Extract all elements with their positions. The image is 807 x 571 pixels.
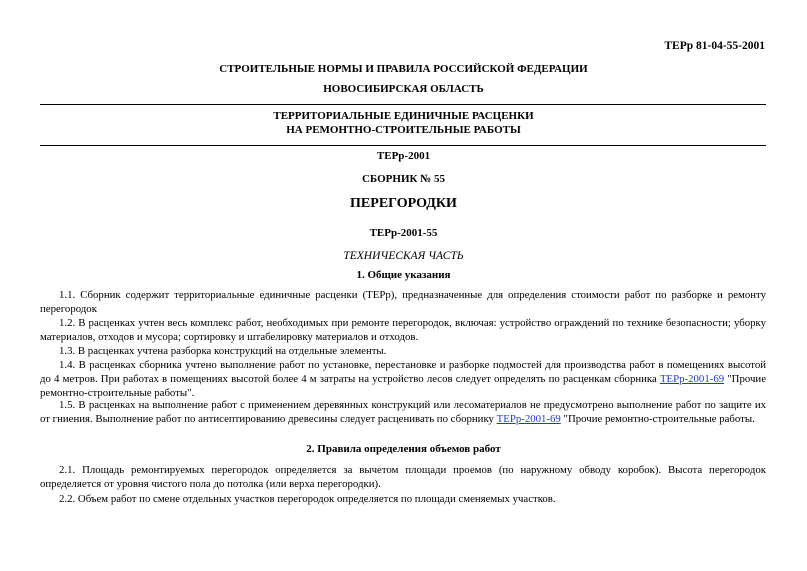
title-rates-line1: ТЕРРИТОРИАЛЬНЫЕ ЕДИНИЧНЫЕ РАСЦЕНКИ bbox=[273, 110, 534, 122]
section2-heading: 2. Правила определения объемов работ bbox=[306, 443, 501, 455]
link-terr-2001-69[interactable]: ТЕРр-2001-69 bbox=[659, 373, 725, 386]
collection-number: СБОРНИК № 55 bbox=[361, 173, 446, 185]
part-title: ТЕХНИЧЕСКАЯ ЧАСТЬ bbox=[343, 250, 464, 262]
link-terr-2001-69[interactable]: ТЕРр-2001-69 bbox=[496, 413, 561, 426]
title-line-snip: СТРОИТЕЛЬНЫЕ НОРМЫ И ПРАВИЛА РОССИЙСКОЙ ФЕДЕРАЦИИ bbox=[219, 63, 588, 75]
paragraph-2-1: 2.1. Площадь ремонтируемых перегородок определяется за вычетом площади проемов (по наружному обводу коробок). Высота перегородок определяется от уровня чистого пола до потолка (или верха перегородки). bbox=[40, 464, 766, 491]
paragraph-1-4-tail: "Прочие ремонтно-строительные работы". bbox=[40, 373, 766, 400]
paragraph-1-4-text: 1.4. В расценках сборника учтено выполнение работ по установке, перестановке и разборке подмостей для производства работ в помещениях высотой до 4 метров. При работах в помещениях высотой более 4 м затраты на устройство лесов следует определять по расценкам сборника bbox=[40, 359, 766, 386]
paragraph-1-3: 1.3. В расценках учтена разборка конструкций на отдельные элементы. bbox=[59, 345, 387, 357]
divider bbox=[40, 104, 766, 105]
paragraph-1-5-tail: "Прочие ремонтно-строительные работы. bbox=[560, 413, 755, 426]
collection-code: ТЕРр-2001-55 bbox=[369, 227, 438, 239]
paragraph-1-5 bbox=[40, 398, 766, 426]
rates-code: ТЕРр-2001 bbox=[376, 150, 431, 162]
collection-name: ПЕРЕГОРОДКИ bbox=[350, 196, 457, 211]
paragraph-1-2: 1.2. В расценках учтен весь комплекс работ, необходимых при ремонте перегородок, включая: устройство ограждений по технике безопасности; уборку материалов, отходов и мусора; сортировку и штабелировку материалов и отходов. bbox=[40, 317, 766, 344]
title-rates-line2: НА РЕМОНТНО-СТРОИТЕЛЬНЫЕ РАБОТЫ bbox=[286, 124, 521, 136]
paragraph-1-1: 1.1. Сборник содержит территориальные единичные расценки (ТЕРр), предназначенные для определения стоимости работ по разборке и ремонту перегородок bbox=[40, 289, 766, 316]
title-region: НОВОСИБИРСКАЯ ОБЛАСТЬ bbox=[323, 83, 484, 95]
paragraph-2-2: 2.2. Объем работ по смене отдельных участков перегородок определяется по площади сменяемых участков. bbox=[59, 493, 556, 505]
paragraph-1-5-text: 1.5. В расценках на выполнение работ с применением деревянных конструкций или лесоматериалов не предусмотрено выполнение работ по защите их от гниения. Выполнение работ по антисептированию древесины следует расценивать по сборнику bbox=[40, 399, 766, 426]
divider bbox=[40, 145, 766, 146]
section1-heading: 1. Общие указания bbox=[356, 269, 451, 281]
document-number: ТЕРр 81-04-55-2001 bbox=[664, 40, 765, 52]
paragraph-1-4 bbox=[40, 358, 766, 401]
title-rates bbox=[40, 109, 767, 137]
